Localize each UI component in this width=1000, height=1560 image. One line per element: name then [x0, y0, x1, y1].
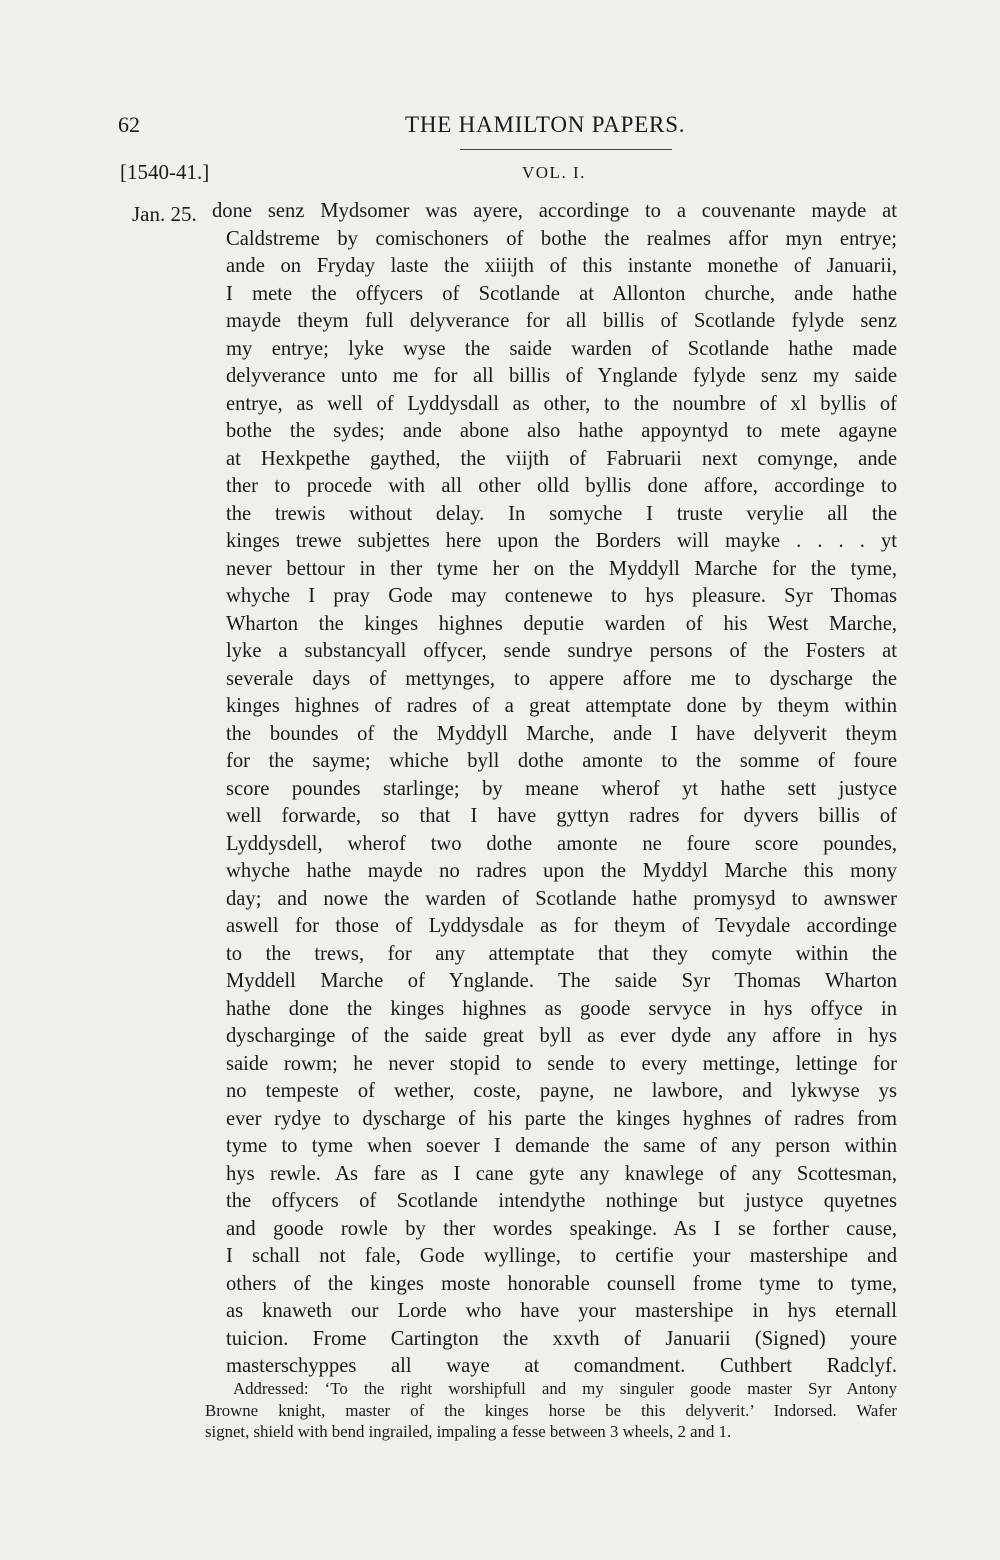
body-line: whyche I pray Gode may contenewe to hys pleasure. Syr Thomas — [226, 585, 897, 607]
note-line: signet, shield with bend ingrailed, impaling a fesse between 3 wheels, 2 and 1. — [205, 1422, 732, 1441]
body-line: ther to procede with all other olld byllis done affore, accordinge to — [226, 475, 897, 497]
body-line: score poundes starlinge; by meane wherof yt hathe sett justyce — [226, 777, 897, 800]
body-line: Wharton the kinges highnes deputie warden of his West Marche, — [226, 612, 897, 635]
archival-note — [205, 1378, 897, 1443]
body-line: dyscharginge of the saide great byll as ever dyde any affore in hys — [226, 1025, 897, 1047]
year-bracket: [1540-41.] — [120, 160, 210, 184]
body-line: no tempeste of wether, coste, payne, ne lawbore, and lykwyse ys — [226, 1080, 897, 1102]
body-line: kinges highnes of radres of a great attemptate done by theym within — [226, 695, 897, 717]
body-line: the boundes of the Myddyll Marche, ande I have delyverit theym — [226, 722, 897, 745]
page-number: 62 — [118, 112, 140, 137]
body-line: as knaweth our Lorde who have your mastershipe in hys eternall — [226, 1300, 897, 1322]
body-line: Myddell Marche of Ynglande. The saide Syr Thomas Wharton — [226, 970, 897, 992]
body-line: to the trews, for any attemptate that they comyte within the — [226, 942, 897, 965]
body-line: hathe done the kinges highnes as goode servyce in hys offyce in — [226, 997, 897, 1020]
body-line: masterschyppes all waye at comandment. Cuthbert Radclyf. — [226, 1355, 897, 1377]
body-line: delyverance unto me for all billis of Ynglande fylyde senz my saide — [226, 365, 897, 387]
body-line: ande on Fryday laste the xiiijth of this instante monethe of Januarii, — [226, 255, 897, 277]
body-line: severale days of mettynges, to appere affore me to dyscharge the — [226, 667, 897, 690]
body-line: well forwarde, so that I have gyttyn radres for dyvers billis of — [226, 805, 897, 827]
title-rule — [460, 149, 672, 150]
margin-date: Jan. 25. — [132, 202, 197, 226]
body-line: tuicion. Frome Cartington the xxvth of Januarii (Signed) youre — [226, 1327, 897, 1350]
body-line: aswell for those of Lyddysdale as for theym of Tevydale accordinge — [226, 915, 897, 937]
body-line: others of the kinges moste honorable counsell frome tyme to tyme, — [226, 1272, 897, 1295]
body-line: for the sayme; whiche byll dothe amonte to the somme of foure — [226, 750, 897, 772]
body-line: never bettour in ther tyme her on the Myddyll Marche for the tyme, — [226, 557, 897, 580]
body-line: I schall not fale, Gode wyllinge, to certifie your mastershipe and — [226, 1245, 897, 1267]
body-line: I mete the offycers of Scotlande at Allonton churche, ande hathe — [226, 282, 897, 305]
body-line: tyme to tyme when soever I demande the same of any person within — [226, 1135, 897, 1157]
volume-label: VOL. I. — [522, 163, 586, 182]
running-title: THE HAMILTON PAPERS. — [405, 112, 686, 137]
note-line: Browne knight, master of the kinges horse be this delyverit.’ Indorsed. Wafer — [205, 1400, 897, 1420]
body-line: and goode rowle by ther wordes speakinge. As I se forther cause, — [226, 1217, 897, 1240]
body-line: day; and nowe the warden of Scotlande hathe promysyd to awnswer — [226, 887, 897, 910]
body-line: the trewis without delay. In somyche I truste verylie all the — [226, 502, 897, 525]
letter-body — [212, 198, 897, 1381]
body-line: whyche hathe mayde no radres upon the Myddyl Marche this mony — [226, 860, 897, 882]
body-line: my entrye; lyke wyse the saide warden of Scotlande hathe made — [226, 337, 897, 360]
body-line: Lyddysdell, wherof two dothe amonte ne foure score poundes, — [226, 832, 897, 855]
body-line: ever rydye to dyscharge of his parte the kinges hyghnes of radres from — [226, 1107, 897, 1130]
body-line: at Hexkpethe gaythed, the viijth of Fabruarii next comynge, ande — [226, 447, 897, 470]
body-line: mayde theym full delyverance for all billis of Scotlande fylyde senz — [226, 310, 897, 332]
body-line: lyke a substancyall offycer, sende sundrye persons of the Fosters at — [226, 640, 897, 662]
body-line: done senz Mydsomer was ayere, accordinge to a couvenante mayde at — [212, 200, 897, 222]
body-line: hys rewle. As fare as I cane gyte any knawlege of any Scottesman, — [226, 1162, 897, 1185]
note-line: Addressed: ‘To the right worshipfull and my singuler goode master Syr Antony — [233, 1379, 897, 1398]
body-line: entrye, as well of Lyddysdall as other, to the noumbre of xl byllis of — [226, 392, 897, 415]
body-line: bothe the sydes; ande abone also hathe appoyntyd to mete agayne — [226, 420, 897, 442]
body-line: Caldstreme by comischoners of bothe the realmes affor myn entrye; — [226, 227, 897, 250]
body-line: the offycers of Scotlande intendythe nothinge but justyce quyetnes — [226, 1190, 897, 1212]
body-line: kinges trewe subjettes here upon the Borders will mayke . . . . yt — [226, 530, 897, 552]
body-line: saide rowm; he never stopid to sende to every mettinge, lettinge for — [226, 1052, 897, 1075]
